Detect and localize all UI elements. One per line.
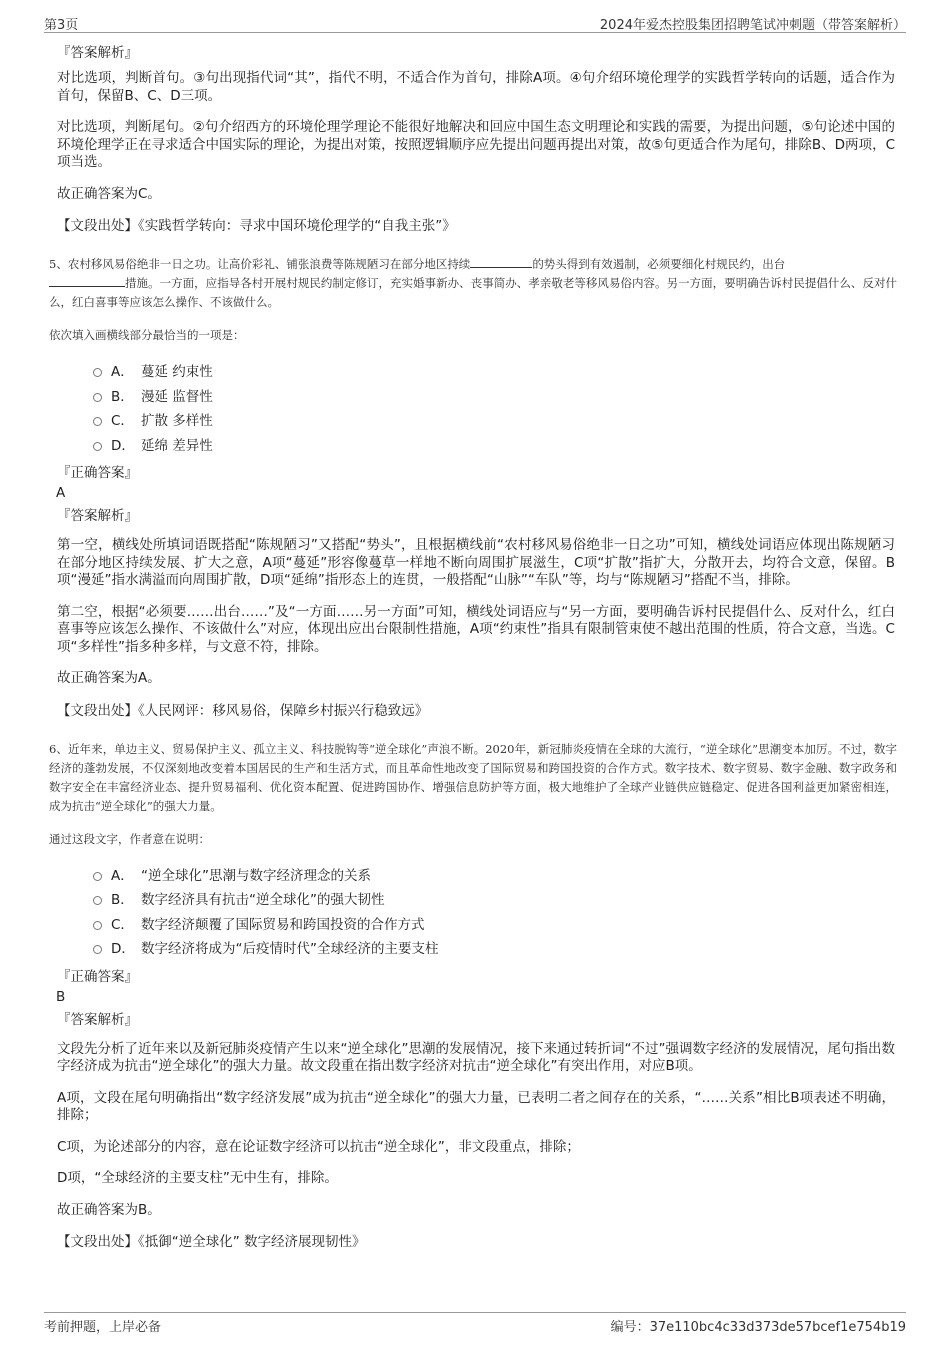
footer-slogan: 考前押题，上岸必备: [44, 1320, 162, 1335]
question-6-text: 6、近年来，单边主义、贸易保护主义、孤立主义、科技脱钩等“逆全球化”声浪不断。2020年，新冠肺炎疫情在全球的大流行，“逆全球化”思潮变本加厉。不过，数字经济的蓬勃发展，不仅深刻地改变着本国居民的生产和生活方式，而且革命性地改变了国际贸易和跨国投资的合作方式。数字技术、数字贸易、数字金融、数字政务和数字安全在丰富经济业态、提升贸易福利、优化资本配置、促进跨国协作、增强信息防护等方面，极大地维护了全球产业链供应链稳定、促进各国利益更加紧密相连，成为抗击“逆全球化”的强大力量。: [49, 741, 897, 813]
question-5-text: 5、农村移风易俗绝非一日之功。让高价彩礼、铺张浪费等陈规陋习在部分地区持续 的势头得到有效遏制，必须要细化村规民约，出台 措施。一方面，应指导各村开展村规民约制定修订，充实婚事新办、丧事简办、孝亲敬老等移风易俗内容。另一方面，要明确告诉村民提倡什么、反对什么，红白喜事等应该怎么操作、不该做什么。: [49, 257, 897, 309]
correct-answer-label: 『正确答案』: [57, 465, 138, 481]
radio-icon[interactable]: [93, 896, 102, 905]
source-citation: [57, 702, 895, 720]
source-tag: 【文段出处】: [57, 702, 138, 719]
option-c[interactable]: C． 数字经济颠覆了国际贸易和跨国投资的合作方式: [57, 913, 895, 938]
question-6-options: [57, 864, 895, 962]
document-title: 2024年爱杰控股集团招聘笔试冲刺题（带答案解析）: [599, 18, 906, 33]
question-5-prompt: 依次填入画横线部分最恰当的一项是：: [49, 328, 245, 342]
page-number: 第3页: [44, 18, 79, 33]
source-tag: 【文段出处】: [57, 1234, 138, 1250]
analysis-paragraph: 第一空，横线处所填词语既搭配“陈规陋习”又搭配“势头”，且根据横线前“农村移风易俗绝非一日之功”可知，横线处词语应体现出陈规陋习在部分地区持续发展、扩大之意，A项“蔓延”形容像蔓草一样地不断向周围扩展滋生，C项“扩散”指扩大，分散开去，均符合文意，保留。B项“漫延”指水满溢而向周围扩散，D项“延绵”指形态上的连贯，一般搭配“山脉”“车队”等，均与“陈规陋习”搭配不当，排除。: [57, 537, 895, 588]
analysis-conclusion: 故正确答案为C。: [57, 185, 161, 202]
analysis-label: 『答案解析』: [57, 45, 138, 61]
option-d[interactable]: D． 延绵 差异性: [57, 434, 895, 459]
analysis-paragraph: 对比选项，判断尾句。②句介绍西方的环境伦理学理论不能很好地解决和回应中国生态文明理论和实践的需要，为提出问题，⑤句论述中国的环境伦理学正在寻求适合中国实际的理论，为提出对策，按照逻辑顺序应先提出问题再提出对策，故⑤句更适合作为尾句，排除B、D两项，C项当选。: [57, 119, 895, 170]
analysis-paragraph: C项，为论述部分的内容，意在论证数字经济可以抗击“逆全球化”，非文段重点，排除；: [57, 1138, 580, 1155]
radio-icon[interactable]: [93, 945, 102, 954]
page-footer: [44, 1312, 906, 1339]
radio-icon[interactable]: [93, 417, 102, 426]
question-6-prompt: 通过这段文字，作者意在说明：: [49, 831, 210, 846]
source-title: 《实践哲学转向：寻求中国环境伦理学的“自我主张”》: [138, 218, 456, 234]
option-a[interactable]: A． “逆全球化”思潮与数字经济理念的关系: [57, 864, 895, 889]
option-d[interactable]: D． 数字经济将成为“后疫情时代”全球经济的主要支柱: [57, 937, 895, 962]
correct-answer: A: [56, 485, 66, 501]
analysis-conclusion: 故正确答案为A。: [57, 670, 161, 686]
radio-icon[interactable]: [93, 368, 102, 377]
fill-blank-2: [49, 275, 125, 287]
radio-icon[interactable]: [93, 921, 102, 930]
option-a[interactable]: A． 蔓延 约束性: [57, 360, 895, 385]
option-b[interactable]: B． 漫延 监督性: [57, 385, 895, 410]
page-header: [44, 10, 906, 33]
analysis-paragraph: D项，“全球经济的主要支柱”无中生有，排除。: [57, 1170, 338, 1186]
option-c[interactable]: C． 扩散 多样性: [57, 409, 895, 434]
analysis-label: 『答案解析』: [57, 508, 138, 524]
source-tag: 【文段出处】: [57, 218, 138, 234]
radio-icon[interactable]: [93, 872, 102, 881]
analysis-paragraph: 对比选项，判断首句。③句出现指代词“其”，指代不明，不适合作为首句，排除A项。④句介绍环境伦理学的实践哲学转向的话题，适合作为首句，保留B、C、D三项。: [57, 70, 895, 104]
document-code: 编号：37e110bc4c33d373de57bcef1e754b19: [610, 1320, 906, 1335]
option-b[interactable]: B． 数字经济具有抗击“逆全球化”的强大韧性: [57, 888, 895, 913]
source-title: 《抵御“逆全球化” 数字经济展现韧性》: [138, 1234, 366, 1250]
fill-blank-1: [470, 256, 532, 268]
analysis-paragraph: 文段先分析了近年来以及新冠肺炎疫情产生以来“逆全球化”思潮的发展情况，接下来通过转折词“不过”强调数字经济的发展情况，尾句指出数字经济成为抗击“逆全球化”的强大力量。故文段重在指出数字经济对抗击“逆全球化”有突出作用，对应B项。: [57, 1040, 895, 1074]
analysis-paragraph: A项，文段在尾句明确指出“数字经济发展”成为抗击“逆全球化”的强大力量，已表明二者之间存在的关系，“……关系”相比B项表述不明确，排除；: [57, 1089, 895, 1123]
radio-icon[interactable]: [93, 442, 102, 451]
radio-icon[interactable]: [93, 393, 102, 402]
analysis-paragraph: 第二空，根据“必须要……出台……”及“一方面……另一方面”可知，横线处词语应与“另一方面，要明确告诉村民提倡什么、反对什么，红白喜事等应该怎么操作、不该做什么”对应，体现出应出台限制性措施，A项“约束性”指具有限制管束使不越出范围的性质，符合文意，当选。C项“多样性”指多种多样，与文意不符，排除。: [57, 603, 895, 655]
source-citation: [57, 217, 895, 235]
source-citation: [57, 1233, 895, 1251]
source-title: 《人民网评：移风易俗，保障乡村振兴行稳致远》: [138, 702, 429, 719]
analysis-conclusion: 故正确答案为B。: [57, 1201, 161, 1218]
question-5-options: [57, 360, 895, 458]
page-content: [49, 44, 897, 1271]
correct-answer-label: 『正确答案』: [57, 968, 138, 985]
analysis-label: 『答案解析』: [57, 1011, 138, 1028]
correct-answer: B: [56, 988, 66, 1005]
